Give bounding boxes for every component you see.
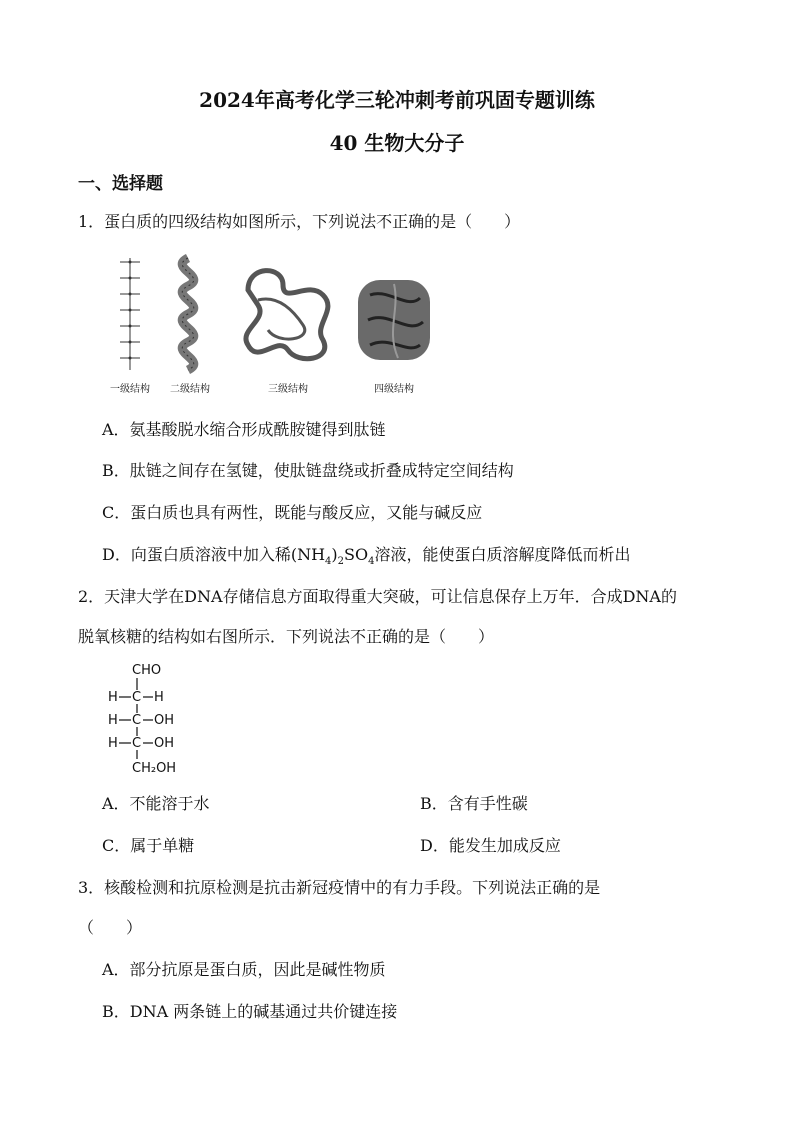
document-subtitle: 40 生物大分子 [329,131,465,155]
q1-option-b: B．肽链之间存在氢键，使肽链盘绕或折叠成特定空间结构 [102,461,514,480]
q3-option-b: B．DNA 两条链上的碱基通过共价键连接 [102,1002,398,1021]
q2-option-d: D．能发生加成反应 [420,836,561,855]
question-2-stem-line2: 脱氧核糖的结构如右图所示．下列说法不正确的是（ ） [78,627,495,646]
question-3-stem-line2: （ ） [78,918,143,937]
question-1-stem: 1．蛋白质的四级结构如图所示，下列说法不正确的是（ ） [78,212,521,231]
q2-option-a: A．不能溶于水 [102,794,210,813]
svg-text:C: C [132,690,142,705]
quaternary-structure-illustration [358,280,430,360]
question-2-stem-line1: 2．天津大学在DNA存储信息方面取得重大突破，可让信息保存上万年．合成DNA的 [78,587,677,606]
protein-structure-figure [108,250,438,400]
svg-text:C: C [132,736,142,751]
deoxyribose-structure [104,660,204,778]
q3-option-a: A．部分抗原是蛋白质，因此是碱性物质 [102,960,386,979]
q1-option-a: A．氨基酸脱水缩合形成酰胺键得到肽链 [102,420,386,439]
svg-text:CHO: CHO [132,663,162,678]
primary-structure-illustration [120,258,140,370]
svg-text:OH: OH [154,713,175,728]
secondary-structure-illustration [182,258,194,370]
figure-label-secondary: 二级结构 [170,384,210,395]
figure-label-quaternary: 四级结构 [374,384,414,395]
svg-text:H: H [108,713,118,728]
q1-option-c: C．蛋白质也具有两性，既能与酸反应，又能与碱反应 [102,503,483,522]
q2-option-b: B．含有手性碳 [420,794,528,813]
svg-text:C: C [132,713,142,728]
document-title: 2024年高考化学三轮冲刺考前巩固专题训练 [199,88,595,112]
figure-label-tertiary: 三级结构 [268,384,308,395]
tertiary-structure-illustration [246,271,328,359]
svg-text:CH₂OH: CH₂OH [132,761,177,776]
svg-text:OH: OH [154,736,175,751]
q1-option-d: D．向蛋白质溶液中加入稀$(NH_4)_2SO_4$溶液，能使蛋白质溶解度降低而析出 [102,545,631,568]
figure-label-primary: 一级结构 [110,384,150,395]
svg-text:H: H [108,736,118,751]
section-heading: 一、选择题 [78,174,163,194]
svg-text:H: H [154,690,164,705]
question-3-stem-line1: 3．核酸检测和抗原检测是抗击新冠疫情中的有力手段。下列说法正确的是 [78,878,601,897]
q2-option-c: C．属于单糖 [102,836,195,855]
svg-text:H: H [108,690,118,705]
